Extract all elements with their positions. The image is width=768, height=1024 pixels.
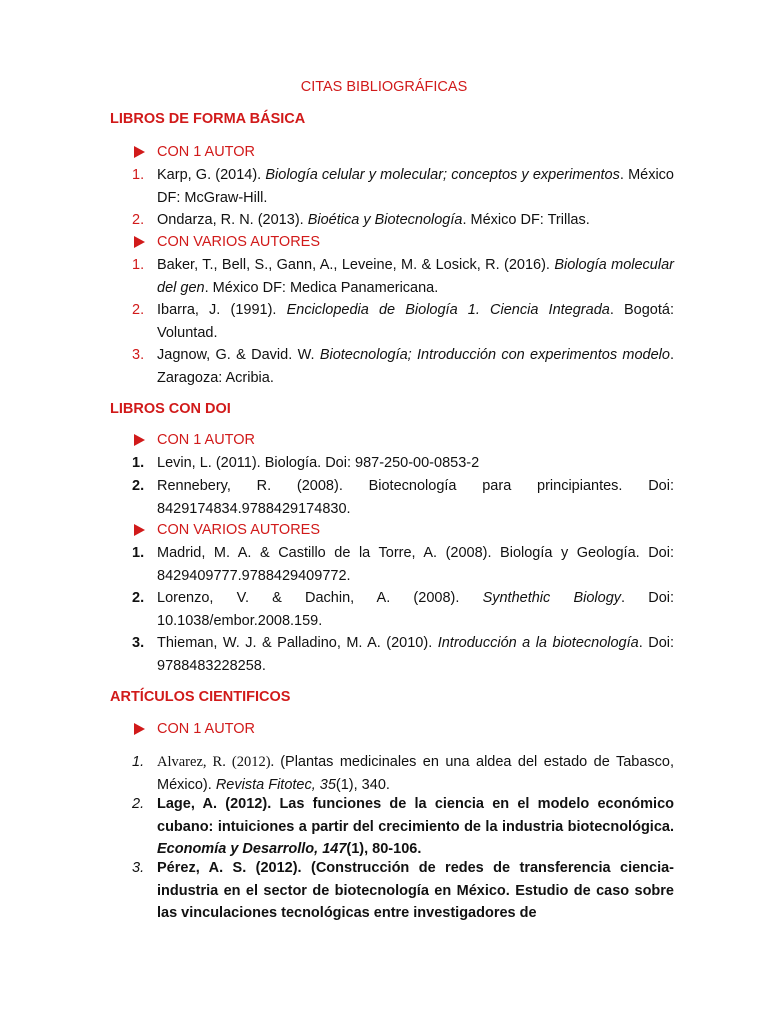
subheading-label: CON 1 AUTOR bbox=[157, 144, 256, 160]
citation-item bbox=[132, 632, 674, 677]
citation-pages: (1), 80-106. bbox=[346, 841, 422, 857]
citation-journal: Economía y Desarrollo, 147 bbox=[157, 841, 347, 857]
citation-title: Biotecnología; Introducción con experimentos modelo bbox=[319, 347, 670, 363]
citation-number: 1. bbox=[132, 545, 145, 561]
arrow-bullet-icon bbox=[134, 236, 145, 248]
citation-text: Madrid, M. A. & Castillo de la Torre, A. (2008). Biología y Geología. Doi: 8429409777.9788429409772. bbox=[157, 545, 674, 584]
subheading-label: CON VARIOS AUTORES bbox=[157, 522, 321, 538]
citation-text: Levin, L. (2011). Biología. Doi: 987-250-00-0853-2 bbox=[157, 455, 480, 471]
citation-author: Alvarez, R. (2012). bbox=[157, 754, 281, 770]
citation-item bbox=[132, 542, 674, 587]
citation-title: Bioética y Biotecnología bbox=[307, 212, 463, 228]
citation-number: 2. bbox=[132, 302, 145, 318]
citation-item bbox=[132, 452, 674, 475]
arrow-bullet-icon bbox=[134, 434, 145, 446]
subheading-label: CON VARIOS AUTORES bbox=[157, 234, 321, 250]
citation-item bbox=[132, 793, 674, 861]
subheading-one-author bbox=[132, 144, 255, 160]
citation-item bbox=[132, 475, 674, 520]
citation-number: 3. bbox=[132, 347, 145, 363]
citation-number: 1. bbox=[132, 257, 145, 273]
citation-item bbox=[132, 299, 674, 344]
citation-author: Jagnow, G. & David. W. bbox=[157, 347, 320, 363]
citation-publisher: . México DF: McGraw-Hill. bbox=[157, 167, 674, 206]
citation-author: Karp, G. (2014). bbox=[157, 167, 266, 183]
subheading-many-authors bbox=[132, 522, 320, 538]
citation-number: 3. bbox=[132, 860, 145, 876]
citation-item bbox=[132, 751, 674, 796]
citation-title: Enciclopedia de Biología 1. Ciencia Integrada bbox=[286, 302, 610, 318]
citation-author: Ondarza, R. N. (2013). bbox=[157, 212, 308, 228]
citation-item bbox=[132, 164, 674, 209]
arrow-bullet-icon bbox=[134, 146, 145, 158]
citation-item bbox=[132, 344, 674, 389]
subheading-one-author bbox=[132, 432, 255, 448]
citation-doi: . Doi: 9788483228258. bbox=[157, 635, 675, 674]
arrow-bullet-icon bbox=[134, 723, 145, 735]
citation-publisher: . Zaragoza: Acribia. bbox=[157, 347, 675, 386]
citation-item bbox=[132, 254, 674, 299]
citation-publisher: . México DF: Medica Panamericana. bbox=[204, 279, 439, 296]
section-heading-basic: LIBROS DE FORMA BÁSICA bbox=[110, 111, 306, 127]
subheading-label: CON 1 AUTOR bbox=[157, 432, 256, 448]
subheading-one-author bbox=[132, 721, 255, 737]
citation-number: 2. bbox=[132, 478, 145, 494]
citation-item bbox=[132, 209, 674, 232]
citation-journal: Revista Fitotec, 35 bbox=[215, 776, 336, 793]
section-heading-doi: LIBROS CON DOI bbox=[110, 401, 231, 417]
citation-author: Baker, T., Bell, S., Gann, A., Leveine, M. & Losick, R. (2016). bbox=[157, 257, 555, 273]
citation-title: Lage, A. (2012). Las funciones de la ciencia en el modelo económico cubano: intuiciones a partir del crecimiento de la industria biotecnológica. bbox=[157, 796, 674, 835]
citation-number: 2. bbox=[132, 212, 145, 228]
subheading-label: CON 1 AUTOR bbox=[157, 721, 256, 737]
citation-number: 1. bbox=[132, 754, 145, 770]
citation-number: 2. bbox=[132, 590, 145, 606]
citation-text: Rennebery, R. (2008). Biotecnología para principiantes. Doi: 8429174834.9788429174830. bbox=[157, 478, 674, 517]
arrow-bullet-icon bbox=[134, 524, 145, 536]
citation-pages: (1), 340. bbox=[335, 776, 390, 793]
citation-number: 2. bbox=[132, 796, 145, 812]
citation-publisher: . México DF: Trillas. bbox=[462, 212, 590, 228]
page-title: CITAS BIBLIOGRÁFICAS bbox=[300, 79, 468, 95]
citation-author: Thieman, W. J. & Palladino, M. A. (2010). bbox=[157, 635, 438, 651]
citation-number: 3. bbox=[132, 635, 145, 651]
citation-number: 1. bbox=[132, 455, 145, 471]
citation-title: Introducción a la biotecnología bbox=[437, 635, 639, 651]
citation-title: Synthethic Biology bbox=[482, 590, 622, 606]
citation-title: Pérez, A. S. (2012). (Construcción de redes de transferencia ciencia-industria en el sector de biotecnología en México. Estudio de caso sobre las vinculaciones tecnológicas entre investigadores de bbox=[157, 860, 674, 921]
citation-title: Biología molecular del gen bbox=[157, 257, 674, 296]
citation-author: Lorenzo, V. & Dachin, A. (2008). bbox=[157, 590, 483, 606]
citation-item bbox=[132, 857, 674, 925]
citation-title: (Plantas medicinales en una aldea del estado de Tabasco, México). bbox=[157, 754, 674, 793]
citation-publisher: . Bogotá: Voluntad. bbox=[157, 302, 674, 341]
citation-title: Biología celular y molecular; conceptos y experimentos bbox=[265, 167, 620, 183]
citation-item bbox=[132, 587, 674, 632]
citation-author: Ibarra, J. (1991). bbox=[157, 302, 287, 318]
subheading-many-authors bbox=[132, 234, 320, 250]
section-heading-articles: ARTÍCULOS CIENTIFICOS bbox=[110, 689, 291, 705]
citation-doi: . Doi: 10.1038/embor.2008.159. bbox=[157, 590, 675, 629]
citation-number: 1. bbox=[132, 167, 145, 183]
